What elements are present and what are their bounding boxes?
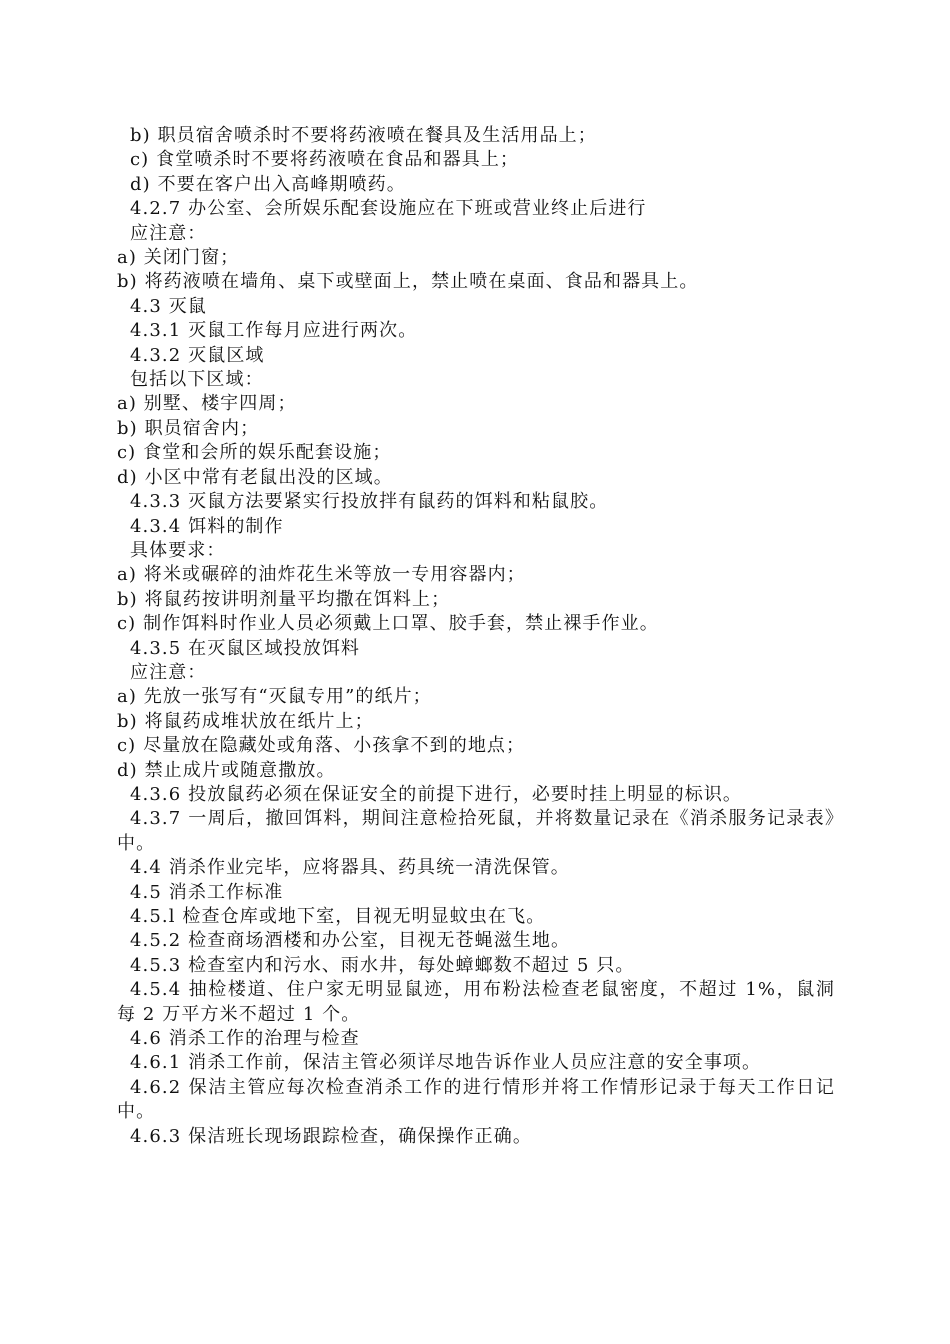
text-line: b) 将鼠药成堆状放在纸片上； (117, 710, 374, 732)
text-line: b) 职员宿舍内； (117, 417, 260, 439)
text-line: 4.3.2 灭鼠区域 (130, 344, 265, 366)
text-line: d) 禁止成片或随意撒放。 (117, 759, 336, 781)
text-line: 4.5.2 检查商场酒楼和办公室，目视无苍蝇滋生地。 (130, 930, 571, 952)
text-line: 应注意： (130, 661, 207, 683)
text-line: 4.5 消杀工作标准 (130, 881, 284, 903)
text-line: d) 不要在客户出入高峰期喷药。 (130, 173, 406, 195)
text-line: b) 职员宿舍喷杀时不要将药液喷在餐具及生活用品上； (130, 125, 597, 146)
text-line: 4.3.4 饵料的制作 (130, 515, 284, 537)
text-line: 4.3.6 投放鼠药必须在保证安全的前提下进行，必要时挂上明显的标识。 (130, 783, 743, 805)
text-line: 4.6.3 保洁班长现场跟踪检查，确保操作正确。 (130, 1125, 532, 1147)
text-line: 4.5.4 抽检楼道、住户家无明显鼠迹，用布粉法检查老鼠密度，不超过 1%，鼠洞每 2 万平方米不超过 1 个。 (117, 979, 835, 1025)
text-line: 应注意： (130, 222, 207, 244)
text-line: c) 食堂喷杀时不要将药液喷在食品和器具上； (130, 149, 520, 171)
text-line: 4.3.3 灭鼠方法要紧实行投放拌有鼠药的饵料和粘鼠胶。 (130, 491, 609, 513)
text-line: b) 将鼠药按讲明剂量平均撒在饵料上； (117, 588, 451, 610)
text-line: 4.6 消杀工作的治理与检查 (130, 1028, 360, 1050)
text-line: 包括以下区域： (130, 369, 264, 391)
text-line: 4.3.1 灭鼠工作每月应进行两次。 (130, 320, 418, 342)
text-line: 4.6.1 消杀工作前，保洁主管必须详尽地告诉作业人员应注意的安全事项。 (130, 1052, 762, 1074)
text-line: a) 关闭门窗； (117, 247, 240, 269)
text-line: 4.6.2 保洁主管应每次检查消杀工作的进行情形并将工作情形记录于每天工作日记中。 (117, 1076, 835, 1123)
text-line: 4.3 灭鼠 (130, 295, 207, 317)
text-line: c) 制作饵料时作业人员必须戴上口罩、胶手套，禁止裸手作业。 (117, 613, 659, 635)
text-line: 4.3.7 一周后，撤回饵料，期间注意检拾死鼠，并将数量记录在《消杀服务记录表》中。 (117, 808, 835, 854)
text-line: a) 先放一张写有“灭鼠专用”的纸片； (117, 686, 432, 708)
text-line: 4.5.3 检查室内和污水、雨水井，每处蟑螂数不超过 5 只。 (130, 954, 635, 976)
text-line: a) 将米或碾碎的油炸花生米等放一专用容器内； (117, 564, 526, 586)
text-line: 4.5.l 检查仓库或地下室，目视无明显蚊虫在飞。 (130, 906, 546, 927)
text-line: a) 别墅、楼宇四周； (117, 393, 297, 415)
document-page (117, 124, 837, 1149)
text-line: c) 食堂和会所的娱乐配套设施； (117, 442, 392, 464)
text-line: 4.4 消杀作业完毕，应将器具、药具统一清洗保管。 (130, 857, 570, 879)
text-line: 4.3.5 在灭鼠区域投放饵料 (130, 637, 361, 659)
text-line: c) 尽量放在隐藏处或角落、小孩拿不到的地点； (117, 735, 526, 757)
text-line: b) 将药液喷在墙角、桌下或壁面上，禁止喷在桌面、食品和器具上。 (117, 271, 699, 293)
text-line: 4.2.7 办公室、会所娱乐配套设施应在下班或营业终止后进行 (130, 198, 647, 220)
text-line: d) 小区中常有老鼠出没的区域。 (117, 466, 393, 488)
text-line: 具体要求： (130, 539, 226, 561)
